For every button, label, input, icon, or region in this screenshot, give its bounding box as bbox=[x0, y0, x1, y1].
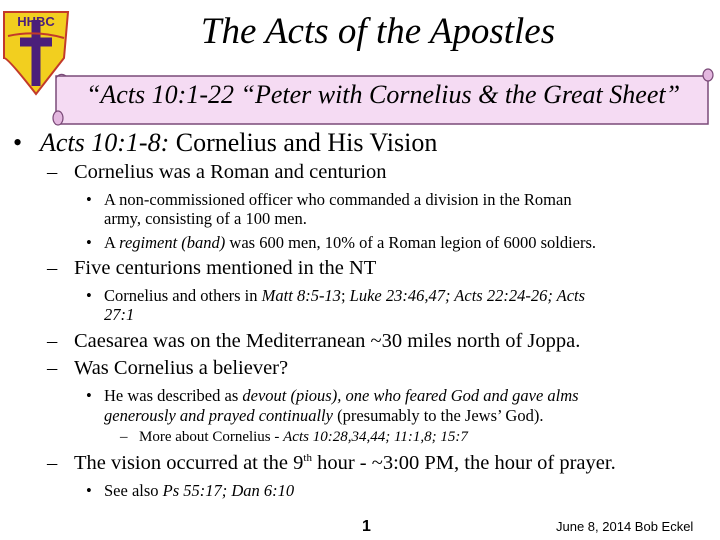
bullet-marker: • bbox=[86, 233, 92, 252]
text-part: was 600 men, 10% of a Roman legion of 6000 soldiers. bbox=[225, 233, 597, 252]
sub-bullet-five-centurions: Five centurions mentioned in the NT bbox=[74, 257, 377, 279]
point-more-about-cornelius bbox=[139, 429, 468, 446]
dash-marker: – bbox=[120, 429, 128, 445]
scripture-ref: Acts 10:1-8: bbox=[40, 128, 170, 157]
bullet-marker: • bbox=[13, 128, 23, 157]
point-officer-line1: A non-commissioned officer who commanded a division in the Roman bbox=[104, 190, 572, 209]
text-part: See also bbox=[104, 481, 163, 500]
dash-marker: – bbox=[47, 452, 58, 474]
point-centurion-refs-line2 bbox=[104, 305, 134, 325]
text-part: (presumably to the Jews’ God). bbox=[332, 406, 544, 425]
dash-marker: – bbox=[47, 330, 58, 352]
logo-text: HHBC bbox=[17, 14, 55, 29]
dash-marker: – bbox=[47, 257, 58, 279]
sub-bullet-caesarea: Caesarea was on the Mediterranean ~30 miles north of Joppa. bbox=[74, 330, 581, 352]
page-title: The Acts of the Apostles bbox=[200, 11, 556, 52]
scripture-ref: Acts 10:28,34,44; 11:1,8; 15:7 bbox=[283, 429, 468, 445]
text-part: ; bbox=[340, 286, 350, 305]
emphasis-text: generously and prayed continually bbox=[104, 406, 333, 425]
text-part: hour - ~3:00 PM, the hour of prayer. bbox=[311, 452, 616, 474]
point-devout-line2 bbox=[104, 406, 543, 426]
sub-bullet-roman-centurion: Cornelius was a Roman and centurion bbox=[74, 161, 387, 183]
scripture-ref: Ps 55:17; Dan 6:10 bbox=[162, 481, 295, 500]
scripture-ref: 27:1 bbox=[104, 305, 135, 324]
bullet-text: Cornelius and His Vision bbox=[169, 128, 438, 157]
bullet-marker: • bbox=[86, 481, 92, 500]
bullet-marker: • bbox=[86, 286, 92, 305]
text-part: The vision occurred at the 9 bbox=[74, 452, 304, 474]
scripture-ref: Luke 23:46,47; Acts 22:24-26; Acts bbox=[349, 286, 586, 305]
point-officer-line2: army, consisting of a 100 men. bbox=[104, 209, 307, 228]
text-part: More about Cornelius - bbox=[139, 429, 284, 445]
sub-bullet-believer: Was Cornelius a believer? bbox=[74, 357, 289, 379]
sub-bullet-vision-time bbox=[74, 452, 616, 475]
text-part: He was described as bbox=[104, 386, 243, 405]
lecture-subtitle: “Acts 10:1-22 “Peter with Cornelius & the Great Sheet” bbox=[85, 80, 681, 109]
bullet-marker: • bbox=[86, 386, 92, 405]
dash-marker: – bbox=[47, 161, 58, 183]
dash-marker: – bbox=[47, 357, 58, 379]
point-see-also bbox=[104, 481, 294, 501]
emphasis-text: regiment (band) bbox=[119, 233, 226, 252]
point-centurion-refs-line1 bbox=[104, 286, 585, 306]
text-part: A bbox=[104, 233, 120, 252]
emphasis-text: devout (pious), one who feared God and gave alms bbox=[242, 386, 579, 405]
point-regiment bbox=[104, 233, 596, 253]
point-devout-line1 bbox=[104, 386, 579, 406]
bullet-marker: • bbox=[86, 190, 92, 209]
scripture-ref: Matt 8:5-13 bbox=[261, 286, 341, 305]
footer-date-author: June 8, 2014 Bob Eckel bbox=[556, 519, 694, 534]
superscript: th bbox=[303, 452, 312, 464]
page-number: 1 bbox=[362, 518, 371, 535]
bullet-cornelius-vision bbox=[40, 128, 437, 158]
text-part: Cornelius and others in bbox=[104, 286, 262, 305]
